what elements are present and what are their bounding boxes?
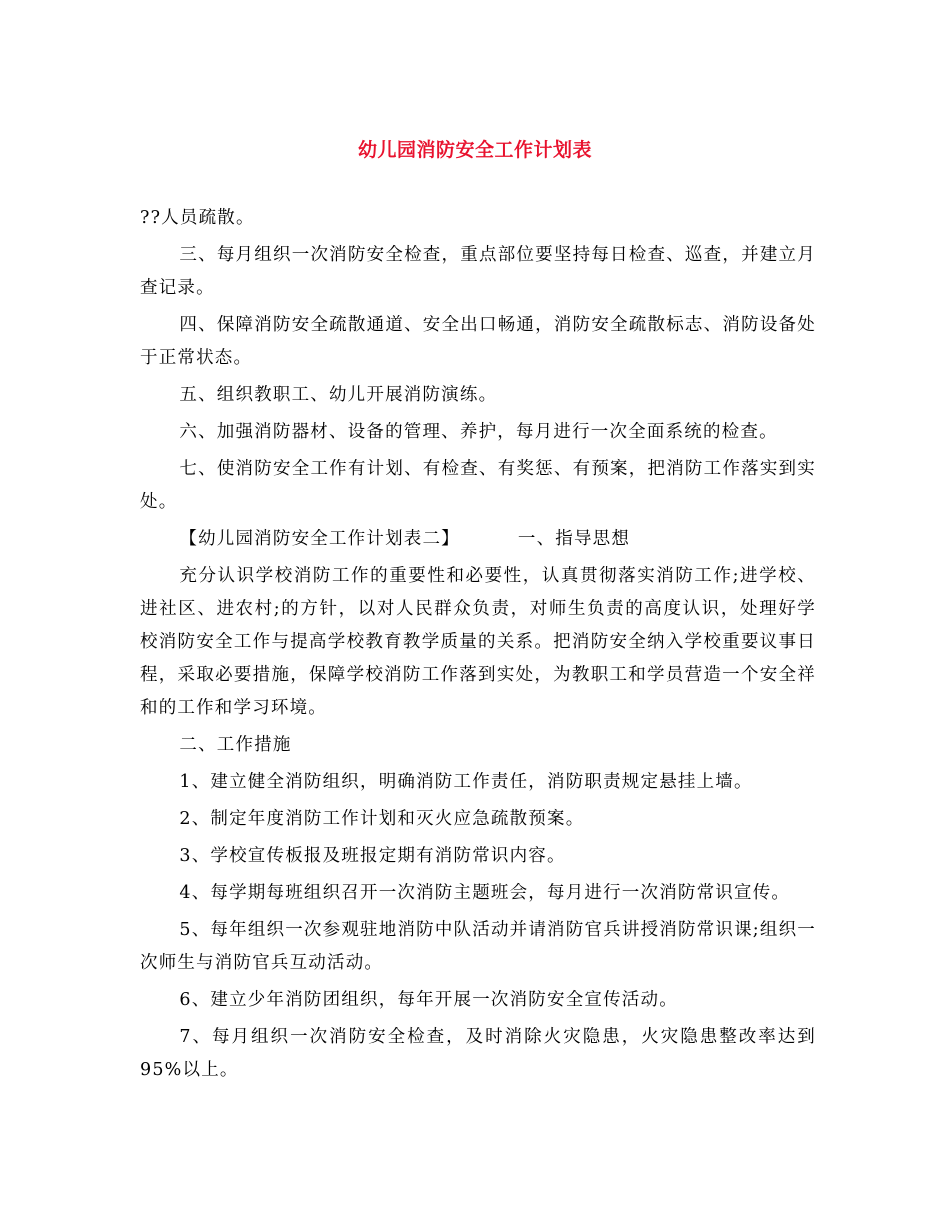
document-title: 幼儿园消防安全工作计划表 [357, 139, 592, 161]
section-heading-line [140, 523, 816, 556]
paragraph: 7、每月组织一次消防安全检查，及时消除火灾隐患，火灾隐患整改率达到95%以上。 [140, 1027, 816, 1080]
paragraph: 六、加强消防器材、设备的管理、养护，每月进行一次全面系统的检查。 [179, 422, 778, 442]
paragraph: 6、建立少年消防团组织，每年开展一次消防安全宣传活动。 [179, 990, 678, 1010]
paragraph: 4、每学期每班组织召开一次消防主题班会，每月进行一次消防常识宣传。 [179, 883, 791, 903]
paragraph: 充分认识学校消防工作的重要性和必要性，认真贯彻落实消防工作;进学校、进社区、进农村;的方针，以对人民群众负责，对师生负责的高度认识，处理好学校消防安全工作与提高学校教育教学质量的关系。把消防安全纳入学校重要议事日程，采取必要措施，保障学校消防工作落到实处，为教职工和学员营造一个安全祥和的工作和学习环境。 [140, 566, 816, 718]
paragraph: 5、每年组织一次参观驻地消防中队活动并请消防官兵讲授消防常识课;组织一次师生与消防官兵互动活动。 [140, 920, 816, 973]
paragraph: 2、制定年度消防工作计划和灭火应急疏散预案。 [179, 809, 585, 829]
paragraph: 三、每月组织一次消防安全检查，重点部位要坚持每日检查、巡查，并建立月查记录。 [140, 245, 816, 298]
paragraph: 1、建立健全消防组织，明确消防工作责任，消防职责规定悬挂上墙。 [179, 772, 753, 792]
paragraph: 3、学校宣传板报及班报定期有消防常识内容。 [179, 846, 566, 866]
paragraph: ??人员疏散。 [140, 208, 255, 228]
section-heading: 【幼儿园消防安全工作计划表二】 [179, 529, 460, 549]
paragraph: 七、使消防安全工作有计划、有检查、有奖惩、有预案，把消防工作落实到实处。 [140, 459, 816, 512]
paragraph: 五、组织教职工、幼儿开展消防演练。 [179, 385, 498, 405]
paragraph: 四、保障消防安全疏散通道、安全出口畅通，消防安全疏散标志、消防设备处于正常状态。 [140, 315, 816, 368]
document-body [140, 202, 816, 1091]
paragraph: 二、工作措施 [179, 735, 292, 755]
section-subheading: 一、指导思想 [517, 529, 631, 549]
